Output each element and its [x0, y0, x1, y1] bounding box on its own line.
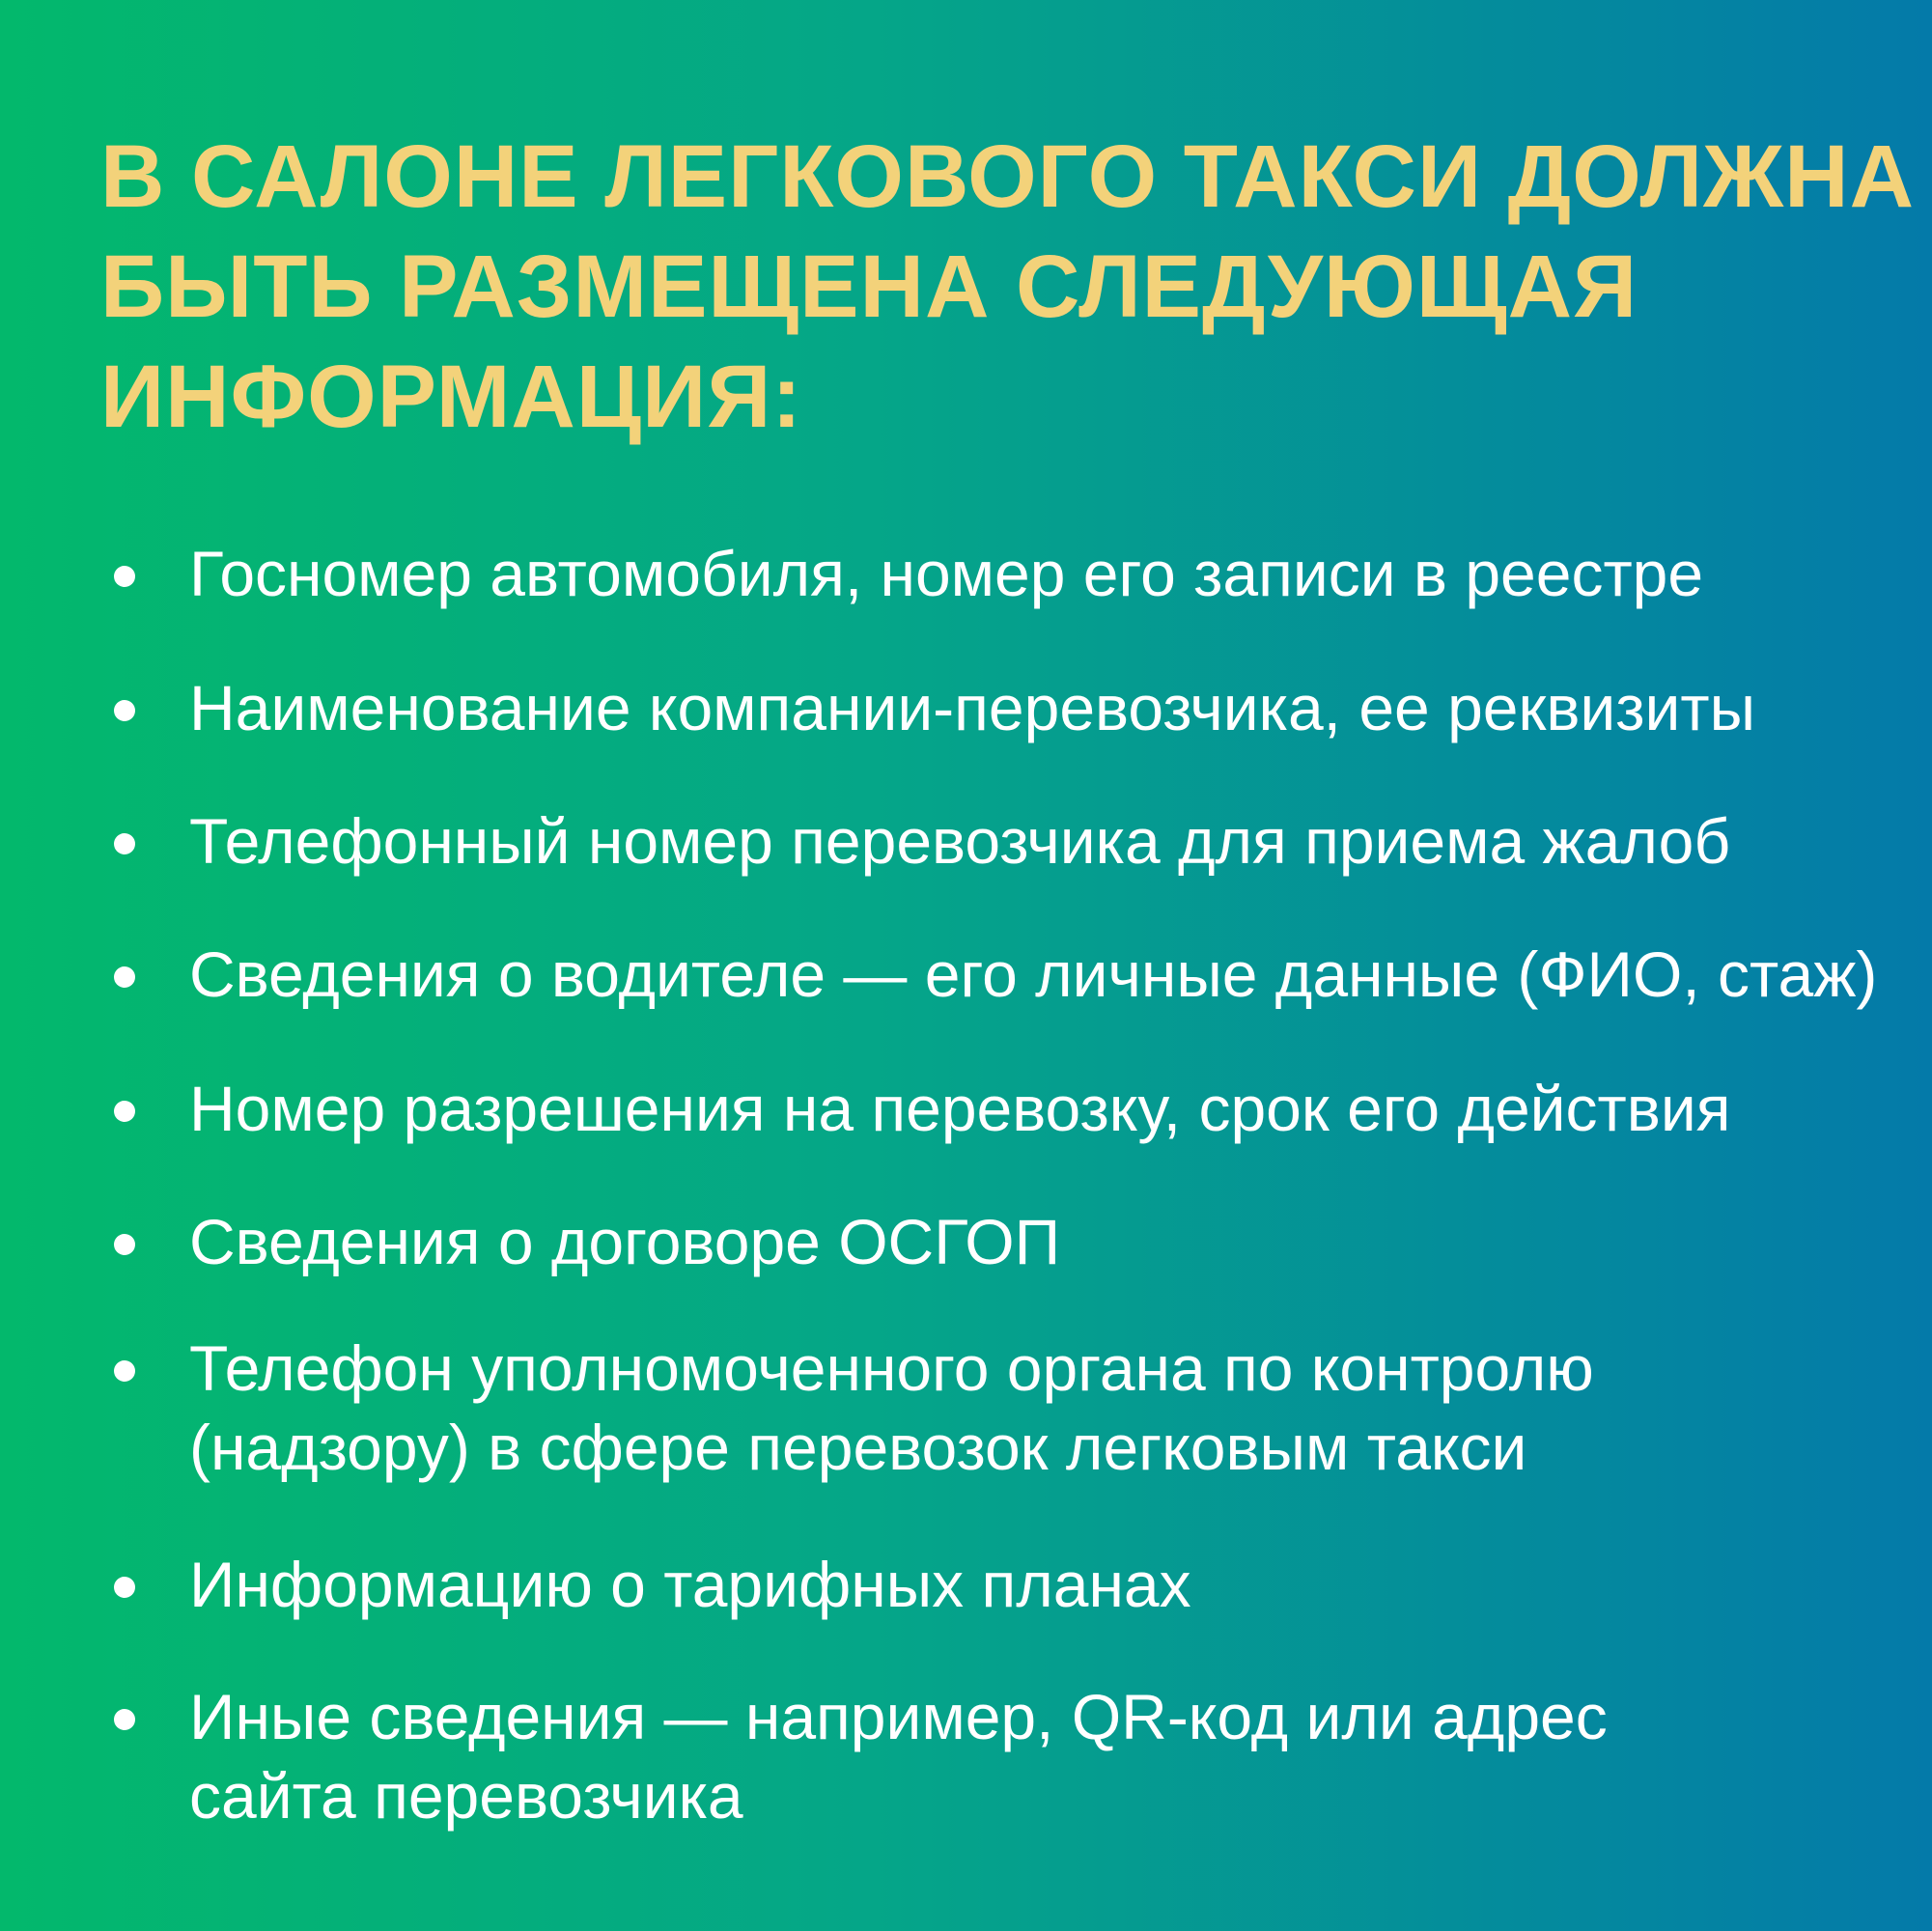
page-title: [100, 122, 1916, 452]
bullet-icon: [114, 566, 135, 587]
title-line-3: ИНФОРМАЦИЯ:: [100, 348, 802, 446]
bullet-icon: [114, 966, 135, 988]
list-item-text: Сведения о водителе — его личные данные (ФИО, стаж): [189, 938, 1878, 1010]
bullet-icon: [114, 1360, 135, 1382]
list-item-text: Информацию о тарифных планах: [189, 1549, 1191, 1620]
bullet-icon: [114, 1709, 135, 1730]
bullet-icon: [114, 833, 135, 854]
list-item-text: Номер разрешения на перевозку, срок его действия: [189, 1073, 1731, 1144]
list-item-text: Наименование компании-перевозчика, ее реквизиты: [189, 672, 1756, 743]
title-line-2: БЫТЬ РАЗМЕЩЕНА СЛЕДУЮЩАЯ: [100, 238, 1638, 336]
bullet-icon: [114, 1101, 135, 1122]
bullet-icon: [114, 700, 135, 721]
list-item-text: Телефон уполномоченного органа по контролю (надзору) в сфере перевозок легковым такси: [189, 1332, 1594, 1483]
list-item-text: Госномер автомобиля, номер его записи в реестре: [189, 538, 1704, 609]
title-line-1: В САЛОНЕ ЛЕГКОВОГО ТАКСИ ДОЛЖНА: [100, 127, 1916, 226]
list-item-text: Иные сведения — например, QR-код или адрес сайта перевозчика: [189, 1681, 1608, 1832]
bullet-icon: [114, 1234, 135, 1255]
list-item-text: Телефонный номер перевозчика для приема жалоб: [189, 805, 1731, 877]
list-item-text: Сведения о договоре ОСГОП: [189, 1206, 1061, 1277]
bullet-icon: [114, 1577, 135, 1598]
